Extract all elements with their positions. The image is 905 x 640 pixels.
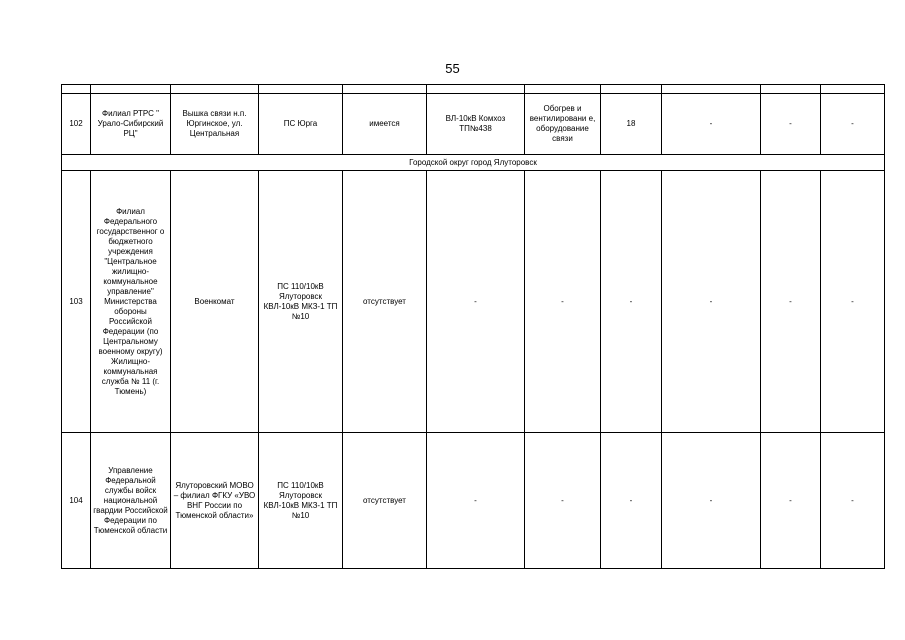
- table-row: [62, 171, 885, 433]
- purpose-cell: -: [525, 433, 601, 569]
- substation-cell: ПС 110/10кВ Ялуторовск КВЛ-10кВ МКЗ-1 ТП №10: [259, 433, 343, 569]
- line-cell: -: [427, 171, 525, 433]
- owner-cell: Филиал Федерального государственног о бюджетного учреждения "Центральное жилищно-коммунальное управление" Министерства обороны Российской Федерации (по Центральному военному округу) Жилищно-коммунальная служба № 11 (г. Тюмень): [91, 171, 171, 433]
- group-heading: Городской округ город Ялуторовск: [62, 155, 885, 171]
- data-table: [61, 84, 885, 569]
- line-cell: -: [427, 433, 525, 569]
- owner-cell: Управление Федеральной службы войск национальной гвардии Российской Федерации по Тюменской области: [91, 433, 171, 569]
- header-cell: [259, 85, 343, 94]
- power-cell: 18: [601, 94, 662, 155]
- substation-cell: ПС Юрга: [259, 94, 343, 155]
- page-number: 55: [445, 61, 460, 76]
- value-cell: -: [662, 94, 761, 155]
- backup-cell: отсутствует: [343, 171, 427, 433]
- value-cell: -: [821, 171, 885, 433]
- header-cell: [525, 85, 601, 94]
- power-cell: -: [601, 171, 662, 433]
- table-body: [62, 85, 885, 569]
- header-cell: [427, 85, 525, 94]
- value-cell: -: [662, 171, 761, 433]
- purpose-cell: Обогрев и вентилировани е, оборудование связи: [525, 94, 601, 155]
- header-cell: [601, 85, 662, 94]
- header-cell: [343, 85, 427, 94]
- row-number-cell: 103: [62, 171, 91, 433]
- header-cell: [171, 85, 259, 94]
- header-cell: [62, 85, 91, 94]
- line-cell: ВЛ-10кВ Комхоз ТП№438: [427, 94, 525, 155]
- header-cell: [91, 85, 171, 94]
- header-cell: [761, 85, 821, 94]
- row-number-cell: 102: [62, 94, 91, 155]
- group-heading-row: [62, 155, 885, 171]
- value-cell: -: [761, 433, 821, 569]
- value-cell: -: [761, 94, 821, 155]
- substation-cell: ПС 110/10кВ Ялуторовск КВЛ-10кВ МКЗ-1 ТП №10: [259, 171, 343, 433]
- power-cell: -: [601, 433, 662, 569]
- header-cell: [821, 85, 885, 94]
- object-cell: Вышка связи н.п. Юргинское, ул. Центральная: [171, 94, 259, 155]
- table-row: [62, 94, 885, 155]
- table-header-row: [62, 85, 885, 94]
- value-cell: -: [761, 171, 821, 433]
- header-cell: [662, 85, 761, 94]
- owner-cell: Филиал РТРС " Урало-Сибирский РЦ": [91, 94, 171, 155]
- row-number-cell: 104: [62, 433, 91, 569]
- value-cell: -: [662, 433, 761, 569]
- value-cell: -: [821, 94, 885, 155]
- table-row: [62, 433, 885, 569]
- value-cell: -: [821, 433, 885, 569]
- backup-cell: имеется: [343, 94, 427, 155]
- object-cell: Военкомат: [171, 171, 259, 433]
- purpose-cell: -: [525, 171, 601, 433]
- backup-cell: отсутствует: [343, 433, 427, 569]
- object-cell: Ялуторовский МОВО – филиал ФГКУ «УВО ВНГ России по Тюменской области»: [171, 433, 259, 569]
